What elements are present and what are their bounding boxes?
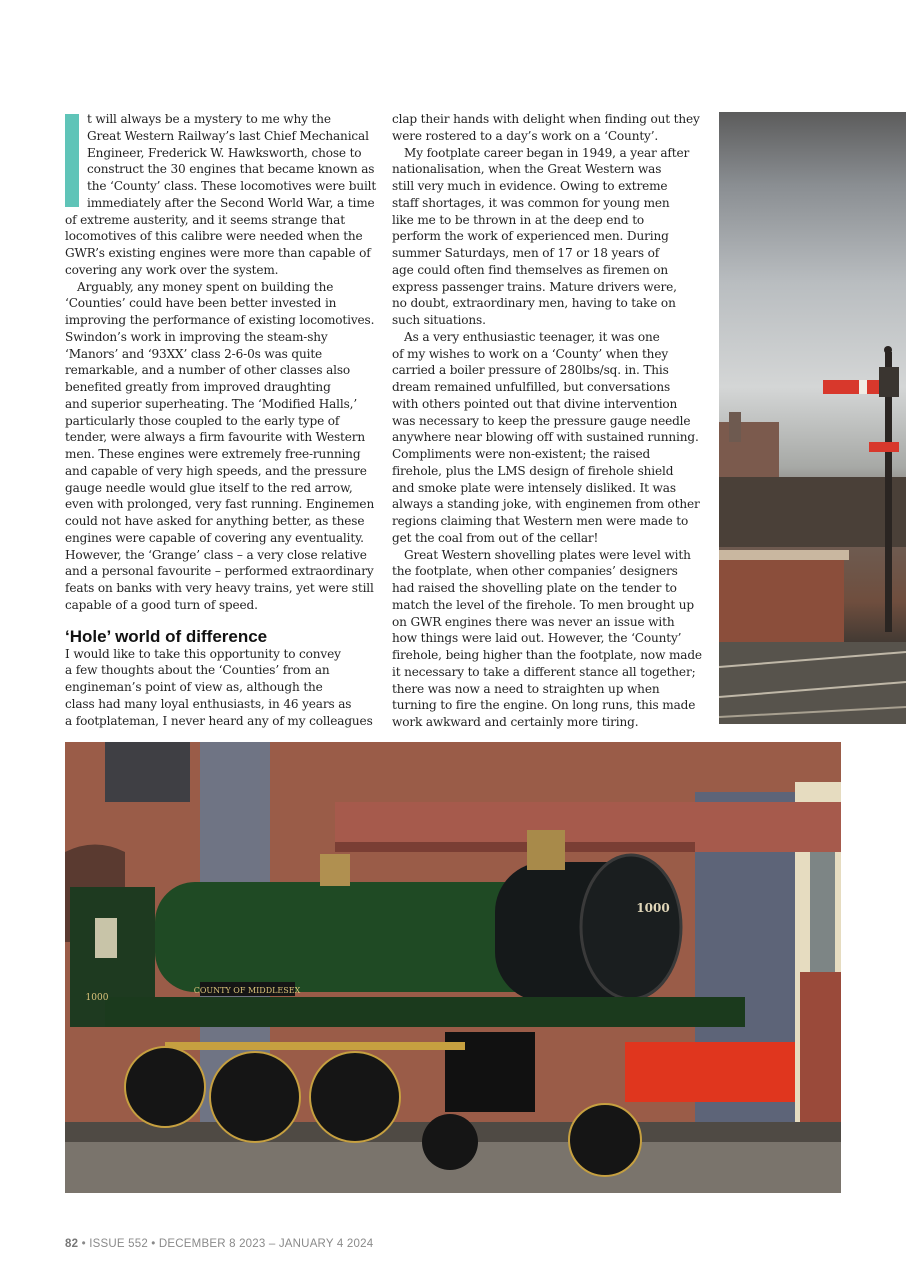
text-line: GWR’s existing engines were more than capable of — [65, 246, 371, 260]
text-line: Great Western shovelling plates were level with — [404, 547, 691, 562]
text-line: improving the performance of existing locomotives. — [65, 313, 375, 327]
text-line: firehole, being higher than the footplate, now made — [392, 648, 702, 662]
text-line: I would like to take this opportunity to convey — [65, 646, 341, 661]
text-line: even with prolonged, very fast running. Enginemen — [65, 497, 375, 512]
page-number: 82 — [65, 1238, 79, 1250]
text-line: turning to fire the engine. On long runs, this made — [392, 698, 696, 713]
text-line: However, the ‘Grange’ class – a very close relative — [65, 547, 367, 562]
smokebox-number-lettering: 1000 — [636, 901, 670, 915]
locomotive-photo-art — [65, 742, 841, 1193]
text-line: benefited greatly from improved draughting — [65, 380, 331, 394]
text-line: covering any work over the system. — [65, 262, 279, 277]
text-line: My footplate career began in 1949, a year after — [404, 145, 690, 160]
text-line: express passenger trains. Mature drivers were, — [392, 279, 677, 294]
text-line: locomotives of this calibre were needed when the — [65, 229, 363, 244]
text-line: summer Saturdays, men of 17 or 18 years of — [392, 246, 660, 260]
nameplate-lettering: COUNTY OF MIDDLESEX — [193, 986, 301, 995]
text-line: staff shortages, it was common for young men — [392, 195, 670, 210]
text-line: regions claiming that Western men were made to — [392, 514, 689, 528]
text-line: anywhere near blowing off with sustained running. — [392, 430, 699, 445]
text-line: it necessary to take a different stance all together; — [392, 664, 696, 679]
text-line: on GWR engines there was never an issue with — [392, 614, 675, 629]
text-line: gauge needle would glue itself to the red arrow, — [65, 480, 353, 495]
text-line: engines were capable of covering any eventuality. — [65, 530, 364, 545]
text-line: ‘Counties’ could have been better invested in — [65, 296, 337, 311]
page-footer — [65, 1238, 373, 1250]
text-line: Engineer, Frederick W. Hawksworth, chose to — [87, 145, 362, 160]
text-line: ‘Manors’ and ‘93XX’ class 2-6-0s was quite — [65, 346, 323, 361]
text-line: capable of a good turn of speed. — [65, 597, 258, 612]
text-line: a few thoughts about the ‘Counties’ from an — [65, 663, 330, 678]
text-line: was necessary to keep the pressure gauge needle — [392, 413, 691, 428]
text-line: feats on banks with very heavy trains, yet were still — [65, 581, 374, 595]
text-line: with others pointed out that divine intervention — [392, 396, 678, 411]
cab-number-lettering: 1000 — [85, 993, 109, 1003]
text-line: how things were laid out. However, the ‘County’ — [392, 631, 682, 646]
text-line: like me to be thrown in at the deep end to — [392, 212, 645, 227]
text-line: of extreme austerity, and it seems strange that — [65, 212, 345, 227]
text-line: perform the work of experienced men. During — [392, 229, 669, 244]
issue-info: • ISSUE 552 • DECEMBER 8 2023 – JANUARY 4 2024 — [78, 1238, 374, 1250]
text-line: match the level of the firehole. To men brought up — [392, 597, 695, 612]
text-line: construct the 30 engines that became known as — [87, 162, 375, 177]
signal-photo — [719, 112, 906, 724]
text-line: could not have asked for anything better, as these — [65, 514, 365, 528]
text-line: still very much in evidence. Owing to extreme — [392, 179, 668, 193]
text-line: Arguably, any money spent on building the — [77, 279, 334, 294]
text-line: remarkable, and a number of other classes also — [65, 363, 351, 378]
text-line: Great Western Railway’s last Chief Mechanical — [87, 128, 369, 143]
article-right-column — [392, 111, 707, 731]
text-line: no doubt, extraordinary men, having to take on — [392, 296, 676, 311]
text-line: and capable of very high speeds, and the pressure — [65, 463, 367, 478]
text-line: immediately after the Second World War, a time — [87, 195, 375, 210]
text-line: the footplate, when other companies’ designers — [392, 564, 678, 579]
text-line: carried a boiler pressure of 280lbs/sq. in. This — [392, 363, 669, 378]
text-line: As a very enthusiastic teenager, it was one — [404, 329, 660, 344]
text-line: had raised the shovelling plate on the tender to — [392, 581, 677, 595]
signal-photo-art — [719, 112, 906, 724]
article-left-column — [65, 111, 377, 729]
text-line: t will always be a mystery to me why the — [87, 112, 331, 126]
section-heading: ‘Hole’ world of difference — [65, 626, 268, 646]
text-line: were rostered to a day’s work on a ‘County’. — [392, 128, 659, 143]
text-line: a footplateman, I never heard any of my colleagues — [65, 713, 373, 728]
text-line: Swindon’s work in improving the steam-shy — [65, 329, 328, 344]
text-line: class had many loyal enthusiasts, in 46 years as — [65, 696, 352, 711]
text-line: always a standing joke, with enginemen from other — [392, 497, 700, 512]
locomotive-photo — [65, 742, 841, 1193]
text-line: Compliments were non-existent; the raised — [392, 447, 651, 461]
text-line: of my wishes to work on a ‘County’ when they — [392, 346, 669, 361]
text-line: particularly those coupled to the early type of — [65, 413, 340, 428]
text-line: work awkward and certainly more tiring. — [392, 715, 639, 729]
text-line: men. These engines were extremely free-running — [65, 447, 361, 461]
text-line: and a personal favourite – performed extraordinary — [65, 564, 374, 579]
text-line: age could often find themselves as firemen on — [392, 262, 669, 277]
text-line: and superior superheating. The ‘Modified Halls,’ — [65, 396, 358, 411]
text-line: engineman’s point of view as, although the — [65, 680, 323, 694]
text-line: nationalisation, when the Great Western was — [392, 162, 662, 177]
text-line: such situations. — [392, 313, 486, 327]
text-line: clap their hands with delight when finding out they — [392, 112, 700, 126]
text-line: and smoke plate were intensely disliked. It was — [392, 480, 676, 495]
text-line: firehole, plus the LMS design of firehole shield — [392, 463, 674, 478]
text-line: get the coal from out of the cellar! — [392, 530, 599, 545]
text-line: the ‘County’ class. These locomotives were built — [87, 179, 377, 193]
text-line: there was now a need to straighten up when — [392, 681, 660, 696]
text-line: dream remained unfulfilled, but conversations — [392, 380, 671, 394]
text-line: tender, were always a firm favourite with Western — [65, 430, 366, 445]
